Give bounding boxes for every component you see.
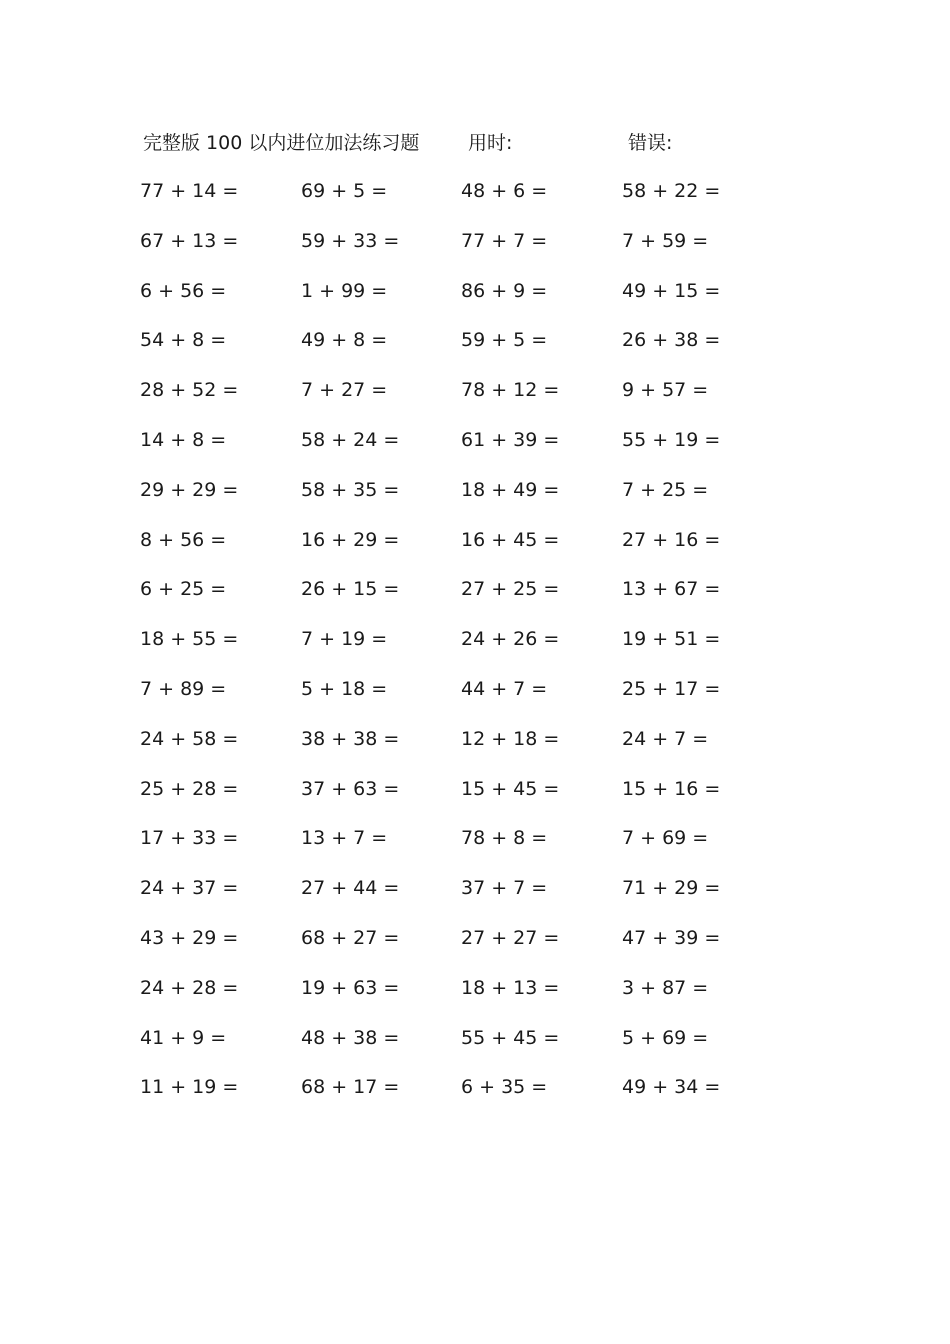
problem-row (0, 923, 950, 973)
addition-problem: 24 + 7 = (622, 727, 709, 750)
addition-problem: 17 + 33 = (140, 827, 239, 850)
addition-problem: 77 + 7 = (461, 229, 548, 252)
problem-row (0, 674, 950, 724)
addition-problem: 6 + 56 = (140, 279, 227, 302)
problem-row (0, 176, 950, 226)
addition-problem: 7 + 89 = (140, 677, 227, 700)
addition-problem: 41 + 9 = (140, 1026, 227, 1049)
problem-row (0, 425, 950, 475)
problem-row (0, 1072, 950, 1122)
worksheet-title: 完整版 100 以内进位加法练习题 (143, 132, 420, 154)
addition-problem: 67 + 13 = (140, 229, 239, 252)
addition-problem: 16 + 29 = (301, 528, 400, 551)
problem-row (0, 276, 950, 326)
addition-problem: 27 + 27 = (461, 926, 560, 949)
addition-problem: 1 + 99 = (301, 279, 388, 302)
addition-problem: 19 + 63 = (301, 976, 400, 999)
problem-row (0, 574, 950, 624)
addition-problem: 18 + 13 = (461, 976, 560, 999)
addition-problem: 19 + 51 = (622, 628, 721, 651)
addition-problem: 48 + 38 = (301, 1026, 400, 1049)
problem-row (0, 475, 950, 525)
problem-row (0, 1023, 950, 1073)
addition-problem: 25 + 17 = (622, 677, 721, 700)
problem-row (0, 325, 950, 375)
addition-problem: 71 + 29 = (622, 877, 721, 900)
addition-problem: 86 + 9 = (461, 279, 548, 302)
addition-problem: 7 + 27 = (301, 379, 388, 402)
addition-problem: 49 + 34 = (622, 1076, 721, 1099)
error-count-label: 错误: (628, 132, 673, 154)
addition-problem: 77 + 14 = (140, 180, 239, 202)
addition-problem: 68 + 27 = (301, 926, 400, 949)
addition-problem: 6 + 35 = (461, 1076, 548, 1099)
time-used-label: 用时: (468, 132, 513, 154)
addition-problem: 7 + 69 = (622, 827, 709, 850)
addition-problem: 24 + 28 = (140, 976, 239, 999)
problem-row (0, 724, 950, 774)
problem-row (0, 873, 950, 923)
problem-grid (0, 176, 950, 1122)
addition-problem: 15 + 45 = (461, 777, 560, 800)
addition-problem: 55 + 19 = (622, 428, 721, 451)
addition-problem: 58 + 24 = (301, 428, 400, 451)
addition-problem: 13 + 67 = (622, 578, 721, 601)
problem-row (0, 226, 950, 276)
addition-problem: 26 + 15 = (301, 578, 400, 601)
addition-problem: 47 + 39 = (622, 926, 721, 949)
addition-problem: 27 + 44 = (301, 877, 400, 900)
addition-problem: 27 + 16 = (622, 528, 721, 551)
addition-problem: 13 + 7 = (301, 827, 388, 850)
problem-row (0, 525, 950, 575)
addition-problem: 18 + 49 = (461, 478, 560, 501)
addition-problem: 58 + 35 = (301, 478, 400, 501)
addition-problem: 78 + 8 = (461, 827, 548, 850)
addition-problem: 78 + 12 = (461, 379, 560, 402)
addition-problem: 61 + 39 = (461, 428, 560, 451)
problem-row (0, 973, 950, 1023)
addition-problem: 15 + 16 = (622, 777, 721, 800)
worksheet-header (0, 128, 950, 158)
addition-problem: 3 + 87 = (622, 976, 709, 999)
addition-problem: 28 + 52 = (140, 379, 239, 402)
addition-problem: 68 + 17 = (301, 1076, 400, 1099)
addition-problem: 26 + 38 = (622, 329, 721, 352)
problem-row (0, 774, 950, 824)
addition-problem: 5 + 69 = (622, 1026, 709, 1049)
addition-problem: 55 + 45 = (461, 1026, 560, 1049)
addition-problem: 24 + 58 = (140, 727, 239, 750)
addition-problem: 59 + 33 = (301, 229, 400, 252)
addition-problem: 49 + 15 = (622, 279, 721, 302)
addition-problem: 37 + 63 = (301, 777, 400, 800)
addition-problem: 25 + 28 = (140, 777, 239, 800)
addition-problem: 43 + 29 = (140, 926, 239, 949)
addition-problem: 24 + 37 = (140, 877, 239, 900)
addition-problem: 16 + 45 = (461, 528, 560, 551)
addition-problem: 54 + 8 = (140, 329, 227, 352)
addition-problem: 29 + 29 = (140, 478, 239, 501)
addition-problem: 49 + 8 = (301, 329, 388, 352)
addition-problem: 37 + 7 = (461, 877, 548, 900)
addition-problem: 59 + 5 = (461, 329, 548, 352)
addition-problem: 12 + 18 = (461, 727, 560, 750)
addition-problem: 7 + 25 = (622, 478, 709, 501)
problem-row (0, 823, 950, 873)
addition-problem: 48 + 6 = (461, 180, 548, 202)
addition-problem: 7 + 19 = (301, 628, 388, 651)
addition-problem: 5 + 18 = (301, 677, 388, 700)
addition-problem: 18 + 55 = (140, 628, 239, 651)
addition-problem: 58 + 22 = (622, 180, 721, 202)
addition-problem: 69 + 5 = (301, 180, 388, 202)
addition-problem: 44 + 7 = (461, 677, 548, 700)
problem-row (0, 624, 950, 674)
addition-problem: 6 + 25 = (140, 578, 227, 601)
addition-problem: 14 + 8 = (140, 428, 227, 451)
addition-problem: 8 + 56 = (140, 528, 227, 551)
addition-problem: 38 + 38 = (301, 727, 400, 750)
addition-problem: 11 + 19 = (140, 1076, 239, 1099)
addition-problem: 7 + 59 = (622, 229, 709, 252)
addition-problem: 27 + 25 = (461, 578, 560, 601)
addition-problem: 9 + 57 = (622, 379, 709, 402)
problem-row (0, 375, 950, 425)
addition-problem: 24 + 26 = (461, 628, 560, 651)
